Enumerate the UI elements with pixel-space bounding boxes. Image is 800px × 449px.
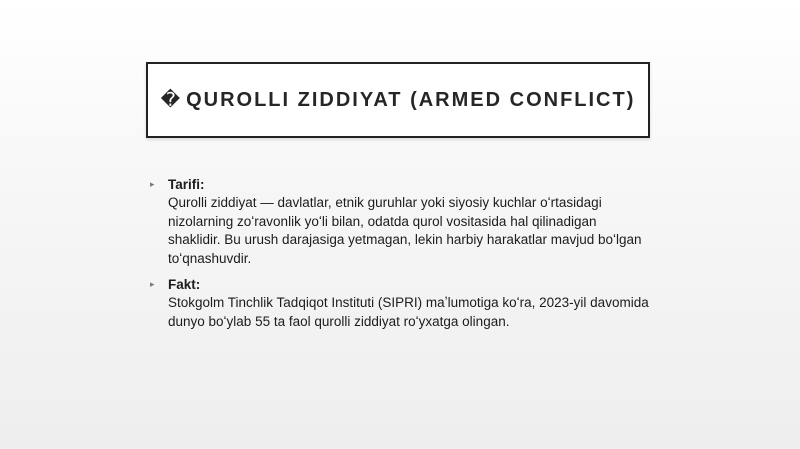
bullet-arrow-icon: ▸ — [150, 179, 155, 189]
slide-title-text: QUROLLI ZIDDIYAT (ARMED CONFLICT) — [186, 88, 636, 111]
bullet-item-fact — [150, 276, 650, 331]
missing-glyph-icon: � — [160, 89, 181, 111]
bullet-arrow-icon: ▸ — [150, 279, 155, 289]
slide-title — [161, 89, 636, 112]
bullet-heading: Fakt: — [168, 277, 201, 292]
bullet-heading: Tarifi: — [168, 177, 205, 192]
bullet-item-definition — [150, 176, 650, 268]
bullet-list — [150, 176, 650, 339]
title-box — [146, 62, 650, 138]
bullet-body: Stokgolm Tinchlik Tadqiqot Instituti (SIPRI) maʼlumotiga koʻra, 2023-yil davomida dunyo boʻylab 55 ta faol qurolli ziddiyat roʻyxatga olingan. — [168, 295, 649, 329]
bullet-body: Qurolli ziddiyat — davlatlar, etnik guruhlar yoki siyosiy kuchlar oʻrtasidagi nizolarning zoʻravonlik yoʻli bilan, odatda qurol vositasida hal qilinadigan shaklidir. Bu urush darajasiga yetmagan, lekin harbiy harakatlar mavjud boʻlgan toʻqnashuvdir. — [168, 195, 642, 266]
